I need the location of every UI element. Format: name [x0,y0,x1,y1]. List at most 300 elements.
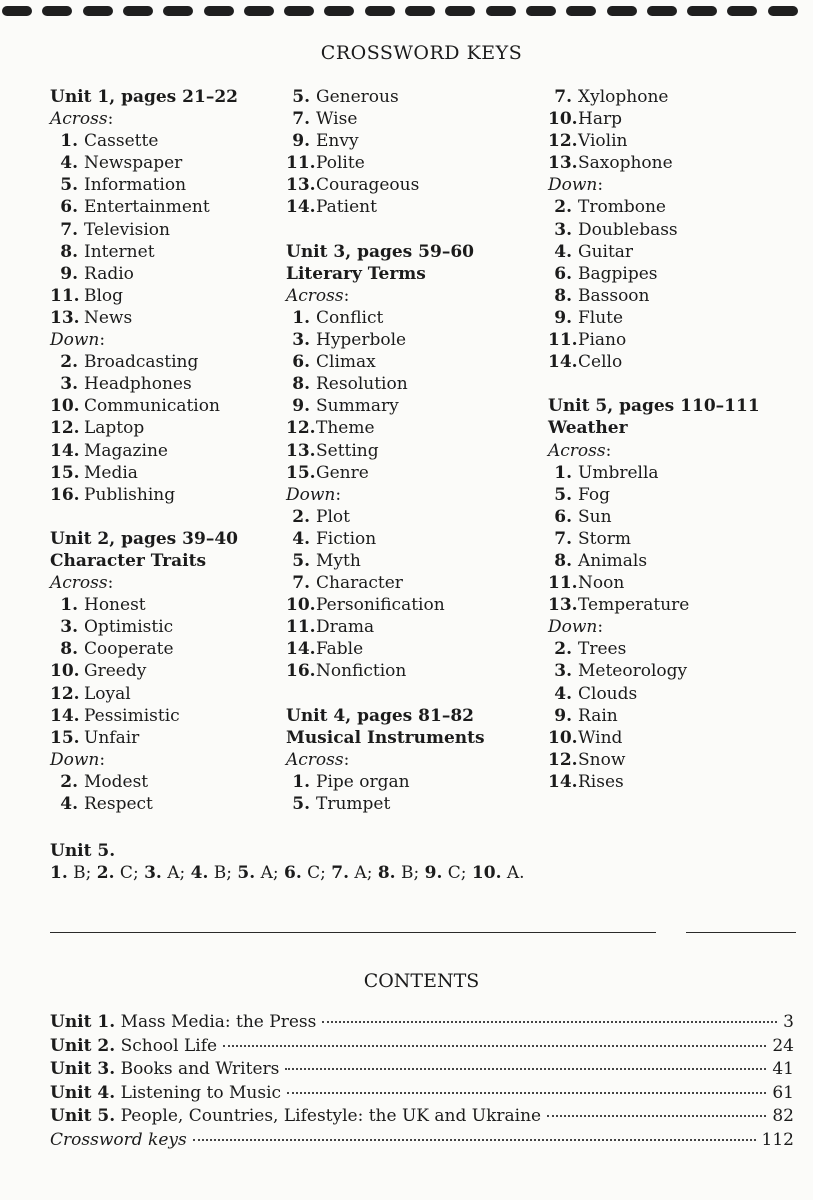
answer-item [548,86,760,108]
answer-number: 2. [554,639,572,660]
answer-letter: A. [501,863,525,883]
answer-word: Trumpet [316,794,391,814]
spacer [548,373,760,395]
answer-item [286,351,485,373]
answer-word: Snow [578,749,626,770]
answer-number: 14. [286,197,316,218]
answer-item [548,307,760,329]
answer-number: 7. [292,573,310,594]
answer-item [50,484,238,506]
answer-word: Nonfiction [316,661,407,682]
answer-number: 4. [554,683,572,704]
answer-number: 12. [548,749,578,770]
answer-word: Flute [578,307,624,328]
answer-item [50,660,238,682]
answer-item [286,550,485,572]
toc-title: Listening to Music [120,1082,282,1103]
answer-item [548,528,760,550]
answer-item [548,484,760,506]
divider-rule-short [686,932,796,933]
answer-word: Blog [84,285,124,306]
answer-number: 8. [554,285,572,306]
answer-word: Violin [578,131,628,152]
answer-word: Guitar [578,241,634,262]
section-heading: Unit 1, pages 21–22 [50,87,238,107]
answer-item [286,307,485,329]
answer-item [548,572,760,594]
answer-item [50,285,238,307]
answer-number: 1. [50,863,68,883]
direction-label: Across: [50,573,114,594]
answer-number: 3. [144,863,162,883]
binding-hole [647,6,677,16]
answer-number: 5. [60,175,78,196]
answer-item [548,285,760,307]
answer-item [286,417,485,439]
answer-number: 4. [292,528,310,549]
section-heading: Musical Instruments [286,727,485,748]
answer-number: 3. [60,374,78,395]
answer-word: Generous [316,87,399,107]
answer-word: Noon [578,573,625,594]
answer-item [50,594,238,616]
answer-number: 14. [286,639,316,660]
answer-number: 2. [554,197,572,218]
answer-number: 5. [237,863,256,883]
answer-item [50,351,238,373]
binding-hole [526,6,556,16]
keys-column-3 [548,86,760,793]
section-heading: Character Traits [50,550,207,571]
answer-word: Broadcasting [84,352,199,373]
answer-number: 2. [96,863,115,883]
answer-number: 15. [50,462,80,483]
answer-number: 4. [554,241,572,262]
binding-hole [365,6,395,16]
toc-row [50,1059,794,1083]
answer-number: 3. [554,219,572,240]
answer-letter: C; [114,863,145,883]
answer-item [286,793,485,815]
answer-number: 8. [377,863,396,883]
answer-word: Entertainment [84,197,210,218]
toc-leader [223,1045,766,1047]
toc-label [50,1012,316,1032]
answer-word: Headphones [84,374,192,395]
toc-title: School Life [120,1035,218,1056]
answer-word: Patient [316,197,377,218]
answer-number: 14. [50,705,80,726]
answer-word: Envy [316,131,359,152]
answer-item [286,440,485,462]
answer-item [50,130,238,152]
answer-number: 10. [548,109,578,130]
answer-word: Genre [316,462,369,483]
answer-number: 14. [548,771,578,792]
answer-item [50,263,238,285]
answer-word: Publishing [84,484,176,505]
answer-number: 10. [471,863,502,883]
answer-item [548,462,760,484]
section-heading: Unit 5, pages 110–111 [548,396,760,417]
binding-hole [244,6,274,16]
answer-item [50,616,238,638]
answer-word: Clouds [578,683,638,704]
answer-number: 6. [292,352,310,373]
toc-label [50,1059,279,1079]
answer-item [50,373,238,395]
direction-label: Across: [50,109,114,130]
section-heading: Unit 3, pages 59–60 [286,241,474,262]
answer-word: Pipe organ [316,771,410,792]
answer-number: 12. [286,418,316,439]
answer-number: 10. [50,661,80,682]
answer-word: Umbrella [578,462,659,483]
unit5-answer-line [50,862,525,884]
answer-word: Communication [84,396,220,417]
toc-title: Mass Media: the Press [120,1012,317,1032]
answer-word: Plot [316,506,350,527]
answer-item [548,771,760,793]
page-title: CROSSWORD KEYS [320,42,523,64]
answer-number: 7. [292,109,310,130]
answer-number: 6. [60,197,78,218]
answer-item [50,395,238,417]
answer-word: Xylophone [578,87,669,107]
answer-number: 3. [292,330,310,351]
answer-item [50,638,238,660]
binding-hole [727,6,757,16]
answer-number: 13. [548,153,578,174]
answer-word: Honest [84,595,146,616]
direction-label: Down: [286,484,342,505]
answer-number: 16. [286,661,316,682]
answer-number: 5. [292,794,310,814]
answer-number: 12. [50,418,80,439]
answer-number: 2. [60,352,78,373]
answer-word: News [84,307,133,328]
answer-word: Resolution [316,374,408,395]
answer-word: Character [316,573,403,594]
answer-item [548,351,760,373]
answer-item [548,749,760,771]
answer-number: 9. [60,263,78,284]
answer-number: 11. [548,573,578,594]
answer-word: Newspaper [84,153,183,174]
answer-item [50,462,238,484]
answer-number: 16. [50,484,80,505]
binding-hole [204,6,234,16]
answer-word: Modest [84,771,149,792]
toc-page: 24 [772,1035,794,1056]
answer-word: Courageous [316,175,420,196]
answer-word: Cello [578,352,623,373]
answer-item [50,705,238,727]
answer-word: Trees [578,639,627,660]
answer-item [50,174,238,196]
toc-page: 61 [772,1082,794,1103]
answer-item [286,152,485,174]
toc-leader [322,1021,777,1023]
toc-leader [285,1068,766,1070]
answer-item [50,440,238,462]
answer-item [548,263,760,285]
answer-item [548,550,760,572]
answer-word: Magazine [84,440,168,461]
answer-item [548,152,760,174]
toc-unit: Unit 2. [50,1035,116,1056]
answer-number: 7. [331,863,350,883]
answer-item [286,660,485,682]
toc-label [50,1130,187,1150]
answer-number: 4. [60,794,78,814]
answer-number: 6. [283,863,302,883]
answer-number: 7. [554,87,572,107]
answer-item [286,329,485,351]
answer-number: 10. [50,396,80,417]
toc-title: Books and Writers [120,1059,280,1079]
answer-word: Conflict [316,307,384,328]
answer-item [50,241,238,263]
answer-word: Internet [84,241,155,262]
direction-label: Down: [50,749,106,770]
answer-item [286,506,485,528]
answer-word: Hyperbole [316,330,407,351]
answer-word: Rain [578,705,618,726]
binding-hole [486,6,516,16]
toc-leader [547,1115,766,1117]
toc-row [50,1130,794,1154]
direction-label: Across: [286,285,350,306]
answer-number: 5. [554,484,572,505]
answer-item [50,727,238,749]
binding-hole [768,6,798,16]
answer-word: Personification [316,595,445,616]
answer-number: 15. [286,462,316,483]
answer-number: 6. [554,506,572,527]
answer-number: 11. [286,153,316,174]
answer-word: Piano [578,330,627,351]
binding-hole [405,6,435,16]
answer-number: 12. [50,683,80,704]
answer-item [50,771,238,793]
answer-item [548,660,760,682]
answer-number: 11. [548,330,578,351]
answer-word: Bagpipes [578,263,658,284]
answer-number: 9. [554,705,572,726]
answer-item [50,793,238,815]
answer-number: 1. [554,462,572,483]
answer-item [286,373,485,395]
answer-item [548,705,760,727]
section-heading: Unit 2, pages 39–40 [50,528,238,549]
answer-number: 5. [292,550,310,571]
answer-letter: B; [208,863,238,883]
answer-item [286,174,485,196]
direction-label: Down: [548,617,604,638]
answer-number: 8. [60,241,78,262]
answer-letter: C; [301,863,332,883]
answer-number: 2. [292,506,310,527]
answer-item [50,307,238,329]
binding-hole [566,6,596,16]
keys-column-2 [286,86,485,815]
answer-word: Setting [316,440,379,461]
binding-hole [324,6,354,16]
answer-number: 7. [554,528,572,549]
answer-letter: B; [67,863,97,883]
toc-leader [287,1092,766,1094]
answer-item [50,683,238,705]
answer-number: 9. [292,131,310,152]
answer-number: 10. [286,595,316,616]
answer-word: Sun [578,506,612,527]
answer-number: 7. [60,219,78,240]
answer-item [548,506,760,528]
answer-word: Rises [578,771,624,792]
answer-number: 6. [554,263,572,284]
answer-word: Animals [578,550,648,571]
toc-row [50,1012,794,1036]
answer-word: Fog [578,484,610,505]
answer-number: 1. [60,131,78,152]
answer-word: Information [84,175,187,196]
toc-label [50,1106,541,1126]
answer-number: 1. [292,771,310,792]
answer-letter: A; [161,863,191,883]
answer-number: 12. [548,131,578,152]
answer-number: 13. [286,440,316,461]
section-heading: Literary Terms [286,263,426,284]
answer-word: Loyal [84,683,131,704]
table-of-contents [50,1012,794,1153]
answer-number: 9. [554,307,572,328]
answer-word: Summary [316,396,399,417]
answer-word: Laptop [84,418,145,439]
toc-label [50,1083,281,1103]
answer-number: 3. [554,661,572,682]
direction-label: Down: [50,330,106,351]
answer-number: 3. [60,617,78,638]
unit5-answers [50,840,525,884]
answer-letter: A; [255,863,284,883]
answer-word: Wise [316,109,358,130]
answer-number: 13. [50,307,80,328]
answer-word: Fiction [316,528,377,549]
answer-word: Trombone [578,197,666,218]
answer-word: Climax [316,352,376,373]
direction-label: Down: [548,175,604,196]
answer-item [50,417,238,439]
answer-item [286,130,485,152]
answer-item [548,241,760,263]
toc-page: 41 [772,1059,794,1079]
answer-item [286,638,485,660]
divider-rule [50,932,656,933]
answer-item [548,683,760,705]
answer-item [286,196,485,218]
answer-number: 8. [60,639,78,660]
answer-word: Polite [316,153,365,174]
answer-item [286,108,485,130]
toc-unit: Unit 4. [50,1082,116,1103]
answer-word: Myth [316,550,361,571]
answer-word: Theme [316,418,375,439]
answer-item [50,219,238,241]
answer-item [286,86,485,108]
spacer [286,683,485,705]
binding-hole [687,6,717,16]
answer-item [286,572,485,594]
answer-item [548,638,760,660]
binding-hole [42,6,72,16]
answer-word: Greedy [84,661,147,682]
answer-word: Cooperate [84,639,174,660]
answer-item [50,152,238,174]
toc-title: People, Countries, Lifestyle: the UK and Ukraine [120,1106,542,1126]
answer-item [548,727,760,749]
answer-word: Respect [84,794,153,814]
binding-hole [123,6,153,16]
answer-item [548,329,760,351]
section-heading: Unit 4, pages 81–82 [286,705,474,726]
toc-row [50,1106,794,1130]
answer-number: 11. [50,285,80,306]
spacer [286,219,485,241]
keys-column-1 [50,86,238,815]
answer-word: Unfair [84,727,140,748]
answer-number: 8. [554,550,572,571]
answer-number: 4. [190,863,209,883]
answer-word: Saxophone [578,153,673,174]
answer-number: 1. [60,595,78,616]
answer-number: 2. [60,771,78,792]
toc-page: 112 [761,1129,794,1150]
toc-leader [193,1139,756,1141]
answer-number: 14. [50,440,80,461]
answer-item [286,528,485,550]
answer-word: Television [84,219,170,240]
answer-number: 4. [60,153,78,174]
toc-unit: Unit 3. [50,1059,116,1079]
answer-word: Media [84,462,138,483]
toc-row [50,1083,794,1107]
answer-letter: C; [442,863,472,883]
answer-item [548,108,760,130]
section-heading: Weather [548,418,628,439]
answer-letter: B; [395,863,425,883]
answer-number: 1. [292,307,310,328]
answer-word: Storm [578,528,631,549]
binding-hole [445,6,475,16]
spiral-binding [2,6,811,18]
answer-word: Drama [316,617,375,638]
answer-item [50,196,238,218]
contents-title: CONTENTS [363,970,480,992]
answer-number: 11. [286,617,316,638]
toc-page: 82 [772,1106,794,1126]
answer-letter: A; [349,863,378,883]
answer-number: 9. [424,863,443,883]
spacer [50,506,238,528]
answer-number: 13. [548,595,578,616]
answer-word: Bassoon [578,285,650,306]
answer-item [286,771,485,793]
answer-item [548,130,760,152]
binding-hole [607,6,637,16]
binding-hole [83,6,113,16]
answer-number: 10. [548,727,578,748]
